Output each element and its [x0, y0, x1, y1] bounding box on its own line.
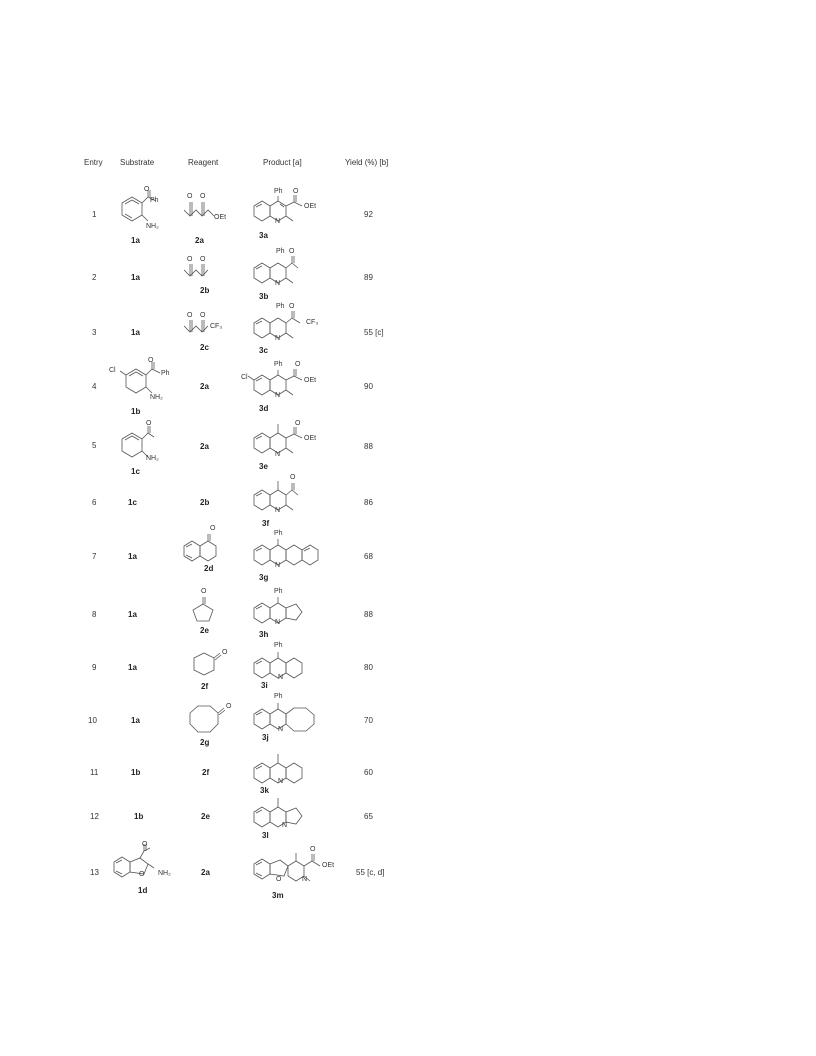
ph-label: Ph [161, 370, 170, 377]
compound-label: 3i [261, 681, 268, 690]
compound-label: 2b [200, 286, 210, 295]
yield-value: 86 [364, 498, 373, 507]
yield-value: 80 [364, 663, 373, 672]
o-atom: O [187, 256, 193, 263]
product-3g-structure [248, 542, 348, 574]
o-atom: O [201, 588, 207, 595]
compound-label: 1c [131, 467, 140, 476]
header-product: Product [a] [263, 158, 302, 167]
yield-value: 60 [364, 768, 373, 777]
yield-value: 68 [364, 552, 373, 561]
entry-number: 2 [92, 273, 97, 282]
compound-label: 3a [259, 231, 268, 240]
substrate-1b-structure [108, 362, 178, 406]
compound-label: 2a [200, 442, 209, 451]
ph-label: Ph [150, 197, 159, 204]
compound-label: 3l [262, 831, 269, 840]
compound-label: 1a [131, 716, 140, 725]
o-atom: O [276, 876, 282, 883]
reagent-2a-structure [180, 196, 240, 230]
product-3b-structure [248, 258, 328, 294]
compound-label: 1a [131, 273, 140, 282]
yield-value: 55 [c] [364, 328, 384, 337]
product-3l-structure [248, 804, 328, 836]
cf3-label: CF₃ [210, 323, 223, 330]
ph-label: Ph [274, 530, 283, 537]
nh2-label: NH₂ [146, 455, 159, 462]
n-atom: N [275, 451, 281, 458]
entry-number: 8 [92, 610, 97, 619]
compound-label: 3c [259, 346, 268, 355]
yield-value: 65 [364, 812, 373, 821]
cl-label: Cl [109, 367, 116, 374]
ph-label: Ph [276, 303, 285, 310]
n-atom: N [278, 674, 284, 681]
entry-number: 11 [90, 768, 99, 777]
reagent-2b-structure [180, 260, 230, 286]
yield-value: 88 [364, 610, 373, 619]
o-atom: O [222, 649, 228, 656]
compound-label: 3m [272, 891, 284, 900]
ph-label: Ph [276, 248, 285, 255]
n-atom: N [282, 822, 288, 829]
o-atom: O [187, 193, 193, 200]
o-atom: O [295, 420, 301, 427]
n-atom: N [275, 507, 281, 514]
entry-number: 6 [92, 498, 97, 507]
ph-label: Ph [274, 188, 283, 195]
compound-label: 2f [202, 768, 210, 777]
compound-label: 3e [259, 462, 268, 471]
n-atom: N [302, 876, 308, 883]
compound-label: 1c [128, 498, 137, 507]
compound-label: 2e [200, 626, 209, 635]
n-atom: N [275, 218, 281, 225]
entry-number: 7 [92, 552, 97, 561]
n-atom: N [275, 562, 281, 569]
o-atom: O [289, 248, 295, 255]
n-atom: N [275, 280, 281, 287]
compound-label: 3f [262, 519, 270, 528]
yield-value: 55 [c, d] [356, 868, 385, 877]
substrate-1d-structure [110, 848, 190, 888]
o-atom: O [310, 846, 316, 853]
compound-label: 1b [131, 768, 141, 777]
product-3a-structure [248, 194, 338, 234]
entry-number: 5 [92, 441, 97, 450]
yield-value: 92 [364, 210, 373, 219]
n-atom: N [278, 778, 284, 785]
substrate-1a-structure [108, 188, 178, 236]
compound-label: 2a [195, 236, 204, 245]
product-3h-structure [248, 600, 328, 632]
compound-label: 1b [134, 812, 144, 821]
compound-label: 2a [200, 382, 209, 391]
o-atom: O [200, 256, 206, 263]
ph-label: Ph [274, 693, 283, 700]
header-yield: Yield (%) [b] [345, 158, 389, 167]
compound-label: 1a [131, 328, 140, 337]
entry-number: 10 [88, 716, 97, 725]
n-atom: N [275, 619, 281, 626]
entry-number: 12 [90, 812, 99, 821]
o-atom: O [200, 193, 206, 200]
entry-number: 3 [92, 328, 97, 337]
compound-label: 1a [128, 552, 137, 561]
compound-label: 1d [138, 886, 148, 895]
compound-label: 2b [200, 498, 210, 507]
compound-label: 2c [200, 343, 209, 352]
compound-label: 3d [259, 404, 269, 413]
yield-value: 88 [364, 442, 373, 451]
cl-label: Cl [241, 374, 248, 381]
o-atom: O [187, 312, 193, 319]
o-atom: O [210, 525, 216, 532]
o-atom: O [226, 703, 232, 710]
ph-label: Ph [274, 361, 283, 368]
compound-label: 2g [200, 738, 210, 747]
o-atom: O [146, 420, 152, 427]
product-3f-structure [248, 485, 328, 521]
o-atom: O [200, 312, 206, 319]
n-atom: N [275, 335, 281, 342]
compound-label: 2d [204, 564, 214, 573]
substrate-1c-structure [108, 424, 178, 468]
o-atom: O [293, 188, 299, 195]
oet-label: OEt [304, 203, 317, 210]
o-atom: O [289, 303, 295, 310]
ph-label: Ph [274, 642, 283, 649]
entry-number: 1 [92, 210, 97, 219]
nh2-label: NH₂ [158, 870, 171, 877]
reagent-2d-structure [180, 532, 230, 568]
reagent-2e-structure [188, 596, 218, 626]
entry-number: 9 [92, 663, 97, 672]
header-entry: Entry [84, 158, 103, 167]
compound-label: 3j [262, 733, 269, 742]
compound-label: 3k [260, 786, 269, 795]
compound-label: 1b [131, 407, 141, 416]
o-atom: O [290, 474, 296, 481]
ph-label: Ph [274, 588, 283, 595]
o-atom: O [295, 361, 301, 368]
entry-number: 4 [92, 382, 97, 391]
compound-label: 2a [201, 868, 210, 877]
oet-label: OEt [322, 862, 335, 869]
n-atom: N [275, 392, 281, 399]
nh2-label: NH₂ [146, 223, 159, 230]
compound-label: 3h [259, 630, 269, 639]
nh2-label: NH₂ [150, 394, 163, 401]
n-atom: N [278, 726, 284, 733]
oet-label: OEt [304, 377, 317, 384]
header-substrate: Substrate [120, 158, 155, 167]
compound-label: 2f [201, 682, 209, 691]
compound-label: 1a [128, 663, 137, 672]
compound-label: 2e [201, 812, 210, 821]
yield-value: 70 [364, 716, 373, 725]
cf3-label: CF₃ [306, 319, 319, 326]
yield-value: 90 [364, 382, 373, 391]
product-3i-structure [248, 655, 328, 687]
product-3e-structure [248, 428, 338, 464]
o-atom: O [139, 871, 145, 878]
reagent-2c-structure [180, 316, 230, 342]
o-atom: O [142, 841, 148, 848]
oet-label: OEt [214, 214, 227, 221]
o-atom: O [144, 186, 150, 193]
product-3d-structure [248, 368, 338, 406]
header-reagent: Reagent [188, 158, 219, 167]
o-atom: O [148, 357, 154, 364]
oet-label: OEt [304, 435, 317, 442]
compound-label: 3g [259, 573, 269, 582]
compound-label: 1a [131, 236, 140, 245]
compound-label: 3b [259, 292, 269, 301]
yield-value: 89 [364, 273, 373, 282]
compound-label: 1a [128, 610, 137, 619]
entry-number: 13 [90, 868, 99, 877]
